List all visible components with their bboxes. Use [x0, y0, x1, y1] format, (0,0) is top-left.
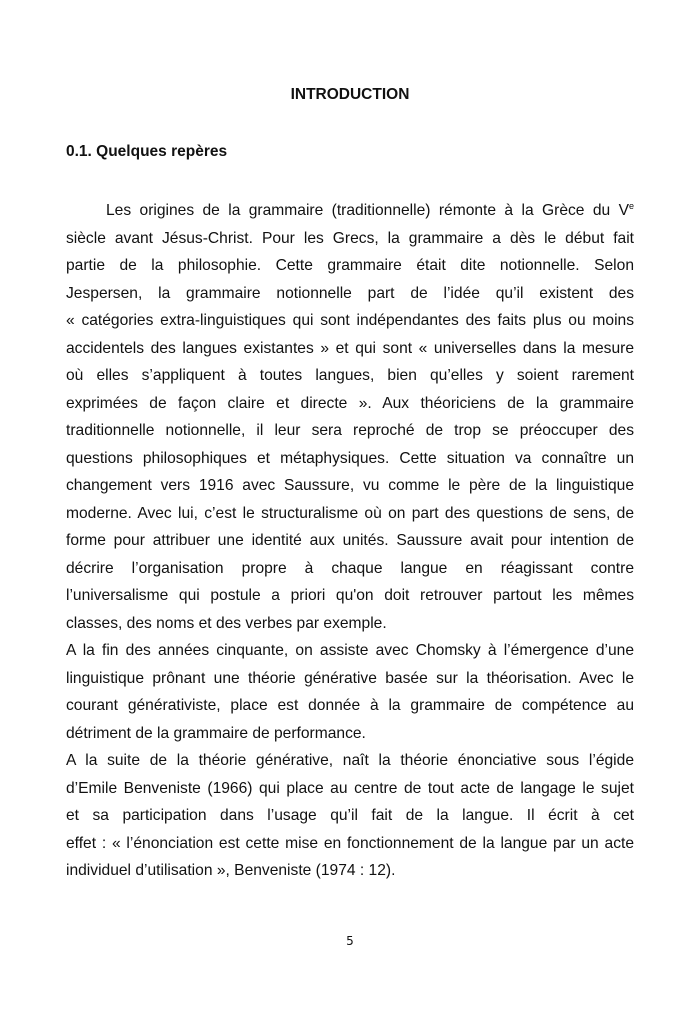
text-line: changement vers 1916 avec Saussure, vu comme le père de la linguistique — [66, 477, 634, 494]
text-line-content: Les origines de la grammaire (traditionnelle) rémonte à la Grèce du V — [106, 202, 629, 219]
superscript: e — [628, 201, 634, 211]
text-line: moderne. Avec lui, c’est le structuralisme où on part des questions de sens, de — [66, 504, 634, 522]
text-line: et sa participation dans l’usage qu’il fait de la langue. Il écrit à cet — [66, 807, 634, 824]
text-line: questions philosophiques et métaphysiques. Cette situation va connaître un — [66, 449, 634, 467]
text-line: Jespersen, la grammaire notionnelle part de l’idée qu’il existent des — [66, 284, 634, 302]
text-line: individuel d’utilisation », Benveniste (1974 : 12). — [66, 862, 396, 879]
text-line: classes, des noms et des verbes par exemple. — [66, 614, 387, 632]
text-line: A la suite de la théorie générative, naît la théorie énonciative sous l’égide — [66, 752, 634, 769]
text-line: accidentels des langues existantes » et qui sont « universelles dans la mesure — [66, 339, 634, 357]
text-line: traditionnelle notionnelle, il leur sera reproché de trop se préoccuper des — [66, 422, 634, 439]
text-line: où elles s’appliquent à toutes langues, bien qu’elles y soient rarement — [66, 367, 634, 384]
text-line: linguistique prônant une théorie générative basée sur la théorisation. Avec le — [66, 669, 634, 687]
text-line: effet : « l’énonciation est cette mise en fonctionnement de la langue par un acte — [66, 834, 634, 852]
text-line: l’universalisme qui postule a priori qu'on doit retrouver partout les mêmes — [66, 587, 634, 604]
text-line: détriment de la grammaire de performance. — [66, 724, 366, 742]
text-line: A la fin des années cinquante, on assiste avec Chomsky à l’émergence d’une — [66, 642, 634, 659]
text-line: exprimées de façon claire et directe ». Aux théoriciens de la grammaire — [66, 394, 634, 412]
page-title: INTRODUCTION — [290, 86, 410, 103]
text-line: forme pour attribuer une identité aux unités. Saussure avait pour intention de — [66, 532, 634, 549]
text-line — [66, 197, 634, 225]
text-line: « catégories extra-linguistiques qui sont indépendantes des faits plus ou moins — [66, 312, 634, 329]
text-line: siècle avant Jésus-Christ. Pour les Grecs, la grammaire a dès le début fait — [66, 229, 634, 247]
text-line: partie de la philosophie. Cette grammaire était dite notionnelle. Selon — [66, 257, 634, 274]
text-line: d’Emile Benveniste (1966) qui place au centre de tout acte de langage le sujet — [66, 779, 634, 797]
text-line: courant générativiste, place est donnée à la grammaire de compétence au — [66, 697, 634, 714]
body-text — [66, 197, 634, 885]
text-line: décrire l’organisation propre à chaque langue en réagissant contre — [66, 559, 634, 577]
section-heading: 0.1. Quelques repères — [66, 143, 228, 160]
page-number: 5 — [346, 934, 354, 948]
